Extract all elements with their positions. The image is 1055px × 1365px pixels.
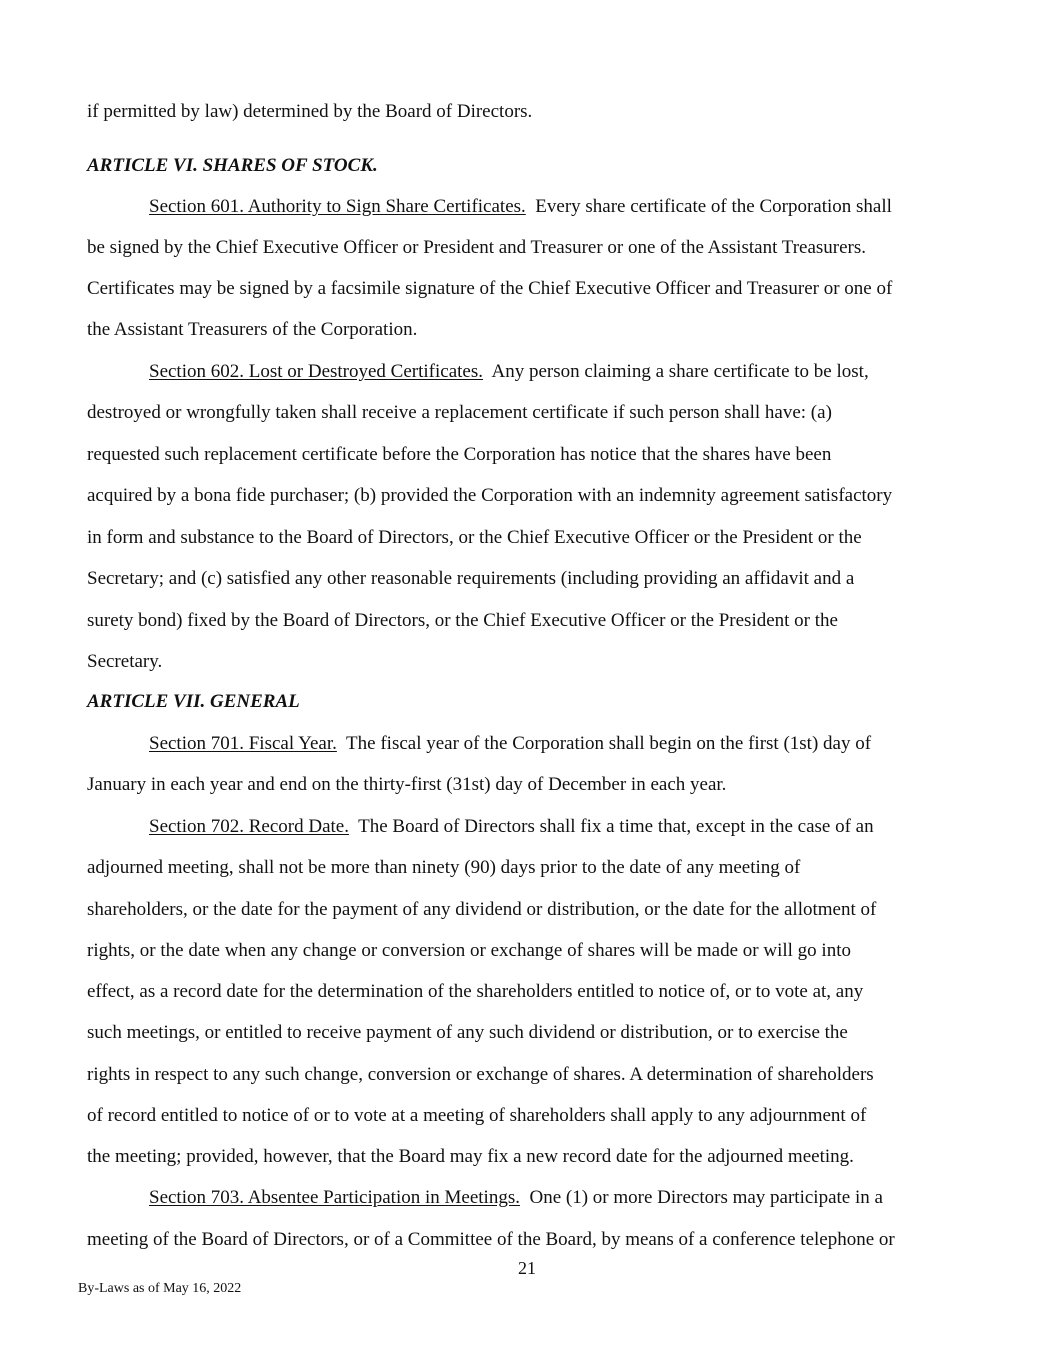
text-line: if permitted by law) determined by the Board of Directors. bbox=[87, 101, 533, 122]
text-line: the meeting; provided, however, that the Board may fix a new record date for the adjourned meeting. bbox=[87, 1146, 854, 1167]
section-first-line bbox=[149, 196, 892, 218]
section-title: Section 702. Record Date. bbox=[149, 816, 349, 837]
section-first-line bbox=[149, 1187, 883, 1209]
section-text: The fiscal year of the Corporation shall begin on the first (1st) day of bbox=[336, 733, 872, 754]
text-line: Secretary. bbox=[87, 651, 163, 672]
text-line: the Assistant Treasurers of the Corporation. bbox=[87, 319, 418, 340]
section-title: Section 701. Fiscal Year. bbox=[149, 733, 337, 754]
text-line: requested such replacement certificate before the Corporation has notice that the shares have been bbox=[87, 444, 832, 465]
article-heading: ARTICLE VII. GENERAL bbox=[87, 691, 300, 712]
text-line: in form and substance to the Board of Directors, or the Chief Executive Officer or the President or the bbox=[87, 527, 862, 548]
text-line: Secretary; and (c) satisfied any other reasonable requirements (including providing an affidavit and a bbox=[87, 568, 855, 589]
text-line: adjourned meeting, shall not be more than ninety (90) days prior to the date of any meeting of bbox=[87, 857, 801, 878]
section-title: Section 703. Absentee Participation in Meetings. bbox=[149, 1187, 520, 1208]
article-heading: ARTICLE VI. SHARES OF STOCK. bbox=[87, 155, 378, 176]
section-title: Section 601. Authority to Sign Share Certificates. bbox=[149, 196, 526, 217]
section-text: Any person claiming a share certificate to be lost, bbox=[483, 361, 869, 382]
text-line: meeting of the Board of Directors, or of a Committee of the Board, by means of a conference telephone or bbox=[87, 1229, 895, 1250]
text-line: January in each year and end on the thirty-first (31st) day of December in each year. bbox=[87, 774, 727, 795]
text-line: effect, as a record date for the determination of the shareholders entitled to notice of, or to vote at, any bbox=[87, 981, 864, 1002]
text-line: destroyed or wrongfully taken shall receive a replacement certificate if such person shall have: (a) bbox=[87, 402, 832, 423]
text-line: of record entitled to notice of or to vote at a meeting of shareholders shall apply to any adjournment of bbox=[87, 1105, 867, 1126]
text-line: be signed by the Chief Executive Officer or President and Treasurer or one of the Assistant Treasurers. bbox=[87, 237, 867, 258]
text-line: acquired by a bona fide purchaser; (b) provided the Corporation with an indemnity agreement satisfactory bbox=[87, 485, 893, 506]
text-line: Certificates may be signed by a facsimile signature of the Chief Executive Officer and Treasurer or one of bbox=[87, 278, 893, 299]
section-title: Section 602. Lost or Destroyed Certificates. bbox=[149, 361, 484, 382]
section-first-line bbox=[149, 733, 871, 755]
text-line: rights in respect to any such change, conversion or exchange of shares. A determination of shareholders bbox=[87, 1064, 874, 1085]
section-text: The Board of Directors shall fix a time that, except in the case of an bbox=[348, 816, 874, 837]
footer-text: By-Laws as of May 16, 2022 bbox=[78, 1281, 242, 1296]
text-line: such meetings, or entitled to receive payment of any such dividend or distribution, or to exercise the bbox=[87, 1022, 848, 1043]
section-first-line bbox=[149, 361, 869, 383]
text-line: surety bond) fixed by the Board of Directors, or the Chief Executive Officer or the President or the bbox=[87, 610, 838, 631]
section-first-line bbox=[149, 816, 874, 838]
section-text: Every share certificate of the Corporation shall bbox=[525, 196, 892, 217]
text-line: rights, or the date when any change or conversion or exchange of shares will be made or will go into bbox=[87, 940, 851, 961]
page-number: 21 bbox=[518, 1258, 536, 1278]
text-line: shareholders, or the date for the payment of any dividend or distribution, or the date for the allotment of bbox=[87, 899, 877, 920]
section-text: One (1) or more Directors may participate in a bbox=[519, 1187, 883, 1208]
